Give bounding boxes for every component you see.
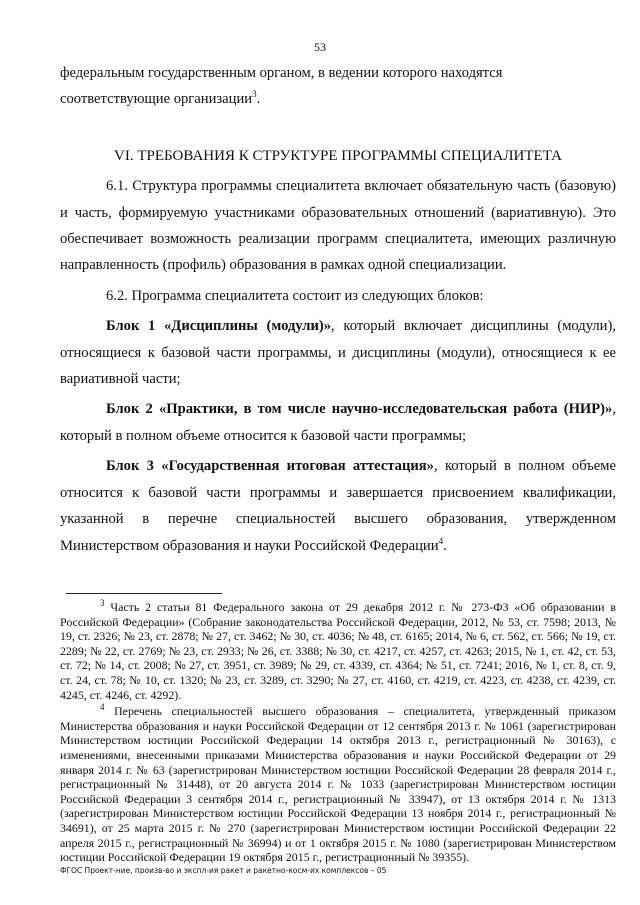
block-2 — [60, 396, 616, 449]
main-text — [60, 60, 616, 559]
footnote-ref-4[interactable]: 4 — [438, 535, 444, 546]
block-2-title: Блок 2 «Практики, в том числе научно-исследовательская работа (НИР)» — [106, 401, 613, 418]
block-1-text: , который включает дисциплины (модули), относящиеся к базовой части программы, и дисциплины (модули), относящиеся к ее вариативной части; — [60, 318, 616, 388]
block-1-title: Блок 1 «Дисциплины (модули)» — [106, 318, 332, 335]
footnotes — [60, 600, 616, 865]
paragraph-6-2: 6.2. Программа специалитета состоит из следующих блоков: — [106, 287, 484, 304]
footnote-ref-3[interactable]: 3 — [252, 89, 257, 100]
footnote-4-mark: 4 — [100, 702, 105, 713]
block-2-text: , который в полном объеме относится к базовой части программы; — [60, 401, 616, 444]
footnote-4: $^4$ Перечень специальностей высшего образования – специалитета, утвержденный приказом Министерства образования и науки Российской Федерации от 12 сентября 2013 г. № 1061 (зарегистрирован Министерством юстиции Российской Федерации 14 октября 2013 г., регистрационный № 30163), с изменениями, внесенными приказами Министерства образования и науки Российской Федерации от 29 января 2014 г. № 63 (зарегистрирован Министерством юстиции Российской Федерации 28 февраля 2014 г., регистрационный № 31448), от 20 августа 2014 г. № 1033 (зарегистрирован Министерством юстиции Российской Федерации 3 сентября 2014 г., регистрационный № 33947), от 13 октября 2014 г. № 1313 (зарегистрирован Министерством юстиции Российской Федерации 13 ноября 2014 г., регистрационный № 34691), от 25 марта 2015 г. № 270 (зарегистрирован Министерством юстиции Российской Федерации 22 апреля 2015 г., регистрационный № 36994) и от 1 октября 2015 г. № 1080 (зарегистрирован Министерством юстиции Российской Федерации 19 октября 2015 г., регистрационный № 39355). — [60, 702, 616, 865]
block-1 — [60, 313, 616, 392]
document-footer: ФГОС Проект-ние, произв-во и экспл-ия ракет и ракетно-косм-их комплексов – 05 — [60, 866, 387, 875]
paragraph-6-1: 6.1. Структура программы специалитета включает обязательную часть (базовую) и часть, формируемую участниками образовательных отношений (вариативную). Это обеспечивает возможность реализации программ специалитета, имеющих различную направленность (профиль) образования в рамках одной специализации. — [60, 178, 616, 274]
footnote-separator — [66, 593, 222, 594]
intro-paragraph: федеральным государственным органом, в ведении которого находятся соответствующие организации$^3$. — [60, 65, 503, 108]
footnote-3-mark: 3 — [100, 598, 105, 609]
section-title: VI. ТРЕБОВАНИЯ К СТРУКТУРЕ ПРОГРАММЫ СПЕЦИАЛИТЕТА — [114, 147, 562, 164]
block-3: Блок 3 «Государственная итоговая аттестация», который в полном объеме относится к базовой части программы и завершается присвоением квалификации, указанной в перечне специальностей высшего образования, утвержденном Министерством образования и науки Российской Федерации$^4$. — [60, 458, 616, 554]
block-3-title: Блок 3 «Государственная итоговая аттестация» — [106, 458, 434, 475]
footnote-3: $^3$ Часть 2 статьи 81 Федерального закона от 29 декабря 2012 г. № 273-ФЗ «Об образовании в Российской Федерации» (Собрание законодательства Российской Федерации, 2012, № 53, ст. 7598; 2013, № 19, ст. 2326; № 23, ст. 2878; № 27, ст. 3462; № 30, ст. 4036; № 48, ст. 6165; 2014, № 6, ст. 562, ст. 566; № 19, ст. 2289; № 22, ст. 2769; № 23, ст. 2933; № 26, ст. 3388; № 30, ст. 4217, ст. 4257, ст. 4263; 2015, № 1, ст. 42, ст. 53, ст. 72; № 14, ст. 2008; № 27, ст. 3951, ст. 3989; № 29, ст. 4339, ст. 4364; № 51, ст. 7241; 2016, № 1, ст. 8, ст. 9, ст. 24, ст. 78; № 10, ст. 1320; № 23, ст. 3289, ст. 3290; № 27, ст. 4160, ст. 4219, ст. 4223, ст. 4238, ст. 4239, ст. 4245, ст. 4246, ст. 4292). — [60, 598, 616, 702]
page-number: 53 — [314, 40, 326, 54]
block-3-text: , который в полном объеме относится к базовой части программы и завершается присвоением квалификации, указанной в перечне специальностей высшего образования, утвержденном Министерством образования и науки Российской Федерации — [60, 458, 616, 554]
